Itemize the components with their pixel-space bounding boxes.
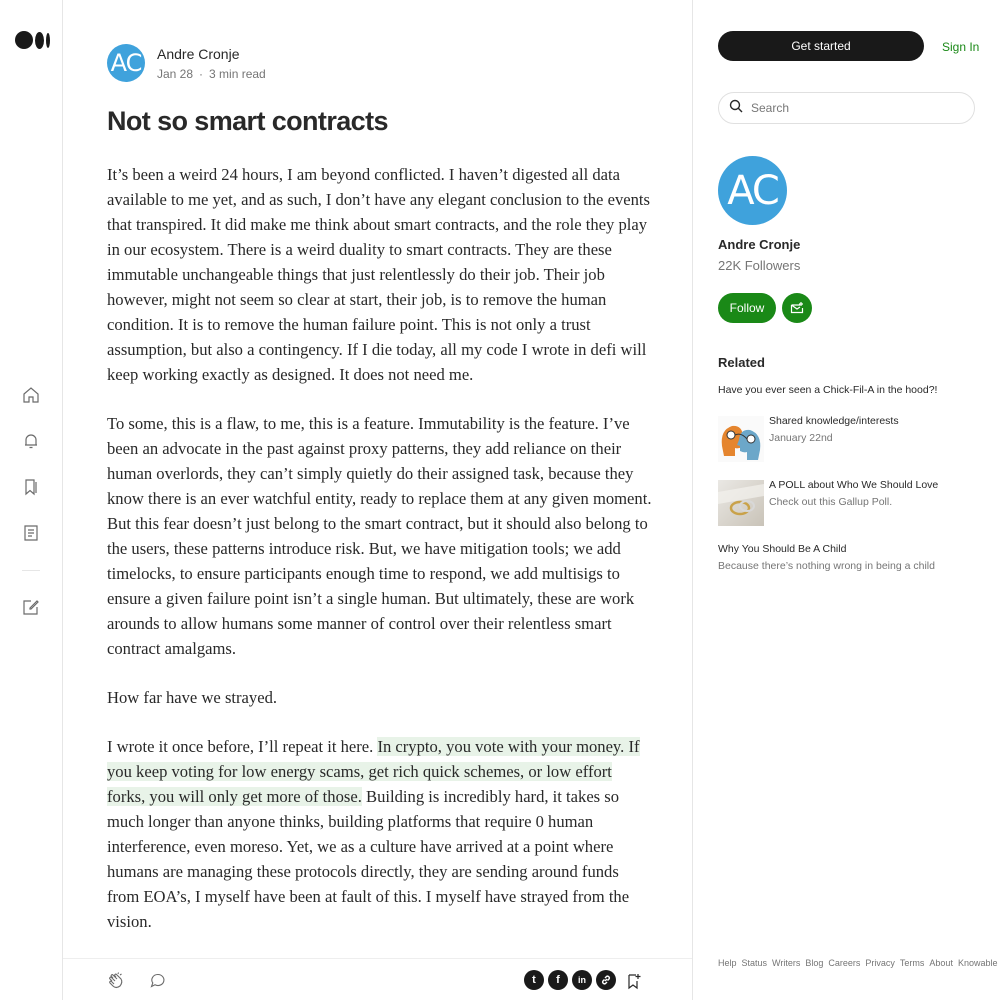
rail-divider bbox=[22, 570, 40, 571]
related-thumbnail-rings[interactable] bbox=[718, 480, 764, 526]
author-name[interactable]: Andre Cronje bbox=[157, 45, 240, 62]
linkedin-icon[interactable]: in bbox=[572, 970, 592, 990]
related-item[interactable] bbox=[718, 384, 937, 396]
footer-links bbox=[718, 957, 998, 970]
article-meta bbox=[157, 67, 266, 81]
write-icon[interactable] bbox=[22, 598, 40, 616]
related-item[interactable] bbox=[718, 543, 935, 572]
follower-count[interactable]: 22K Followers bbox=[718, 258, 801, 273]
link-icon[interactable] bbox=[596, 970, 616, 990]
footer-link-privacy[interactable]: Privacy bbox=[865, 958, 895, 968]
subscribe-button[interactable] bbox=[782, 293, 812, 323]
paragraph-4-rest: Building is incredibly hard, it takes so much longer than anyone thinks, building platforms that require 0 human interference, even moreso. Yet, we as a culture have arrived at a point where humans are managing these protocols directly, they are sending around funds from EOA’s, I myself have been at fault of this. I myself have strayed from the vision. bbox=[107, 787, 630, 931]
footer-link-knowable[interactable]: Knowable bbox=[957, 958, 998, 968]
related-title[interactable]: Why You Should Be A Child bbox=[718, 543, 847, 555]
paragraph-4-intro: I wrote it once before, I’ll repeat it here. bbox=[107, 737, 378, 756]
article-body bbox=[107, 162, 652, 958]
related-title[interactable]: Shared knowledge/interests bbox=[769, 415, 899, 427]
related-thumbnail-heads[interactable] bbox=[718, 416, 764, 462]
paragraph-2: To some, this is a flaw, to me, this is a feature. Immutability is the feature. I’ve been an advocate in the past against proxy patterns, they add reliance on their human overlords, they can’t simply quietly do their assigned task, because they know there is an ever watchful entity, ready to replace them at any given moment. But this fear doesn’t just belong to the smart contract, but it should also belong to the users, these patterns introduce risk. But, we have mitigation tools; we add timelocks, to ensure participants enough time to respond, we add multisigs to ensure a given failure point isn’t a single human. But ultimately, these are work arounds to allow humans some manner of control over their relentless smart contract amalgams. bbox=[107, 414, 652, 658]
footer-link-careers[interactable]: Careers bbox=[828, 958, 861, 968]
related-subtitle: January 22nd bbox=[769, 432, 833, 444]
footer-link-help[interactable]: Help bbox=[718, 958, 737, 968]
related-title[interactable]: Have you ever seen a Chick-Fil-A in the hood?! bbox=[718, 384, 938, 396]
meta-separator: · bbox=[199, 66, 204, 81]
highlighted-quote[interactable]: In crypto, you vote with your money. If you keep voting for low energy scams, get rich quick schemes, or low effort forks, you will only get more of those. bbox=[107, 737, 640, 806]
subscribe-mail-icon bbox=[790, 301, 804, 315]
related-subtitle: Because there’s nothing wrong in being a child bbox=[718, 560, 935, 572]
footer-link-status[interactable]: Status bbox=[741, 958, 768, 968]
follow-button[interactable]: Follow bbox=[718, 293, 776, 323]
paragraph-3: How far have we strayed. bbox=[107, 688, 278, 707]
footer-link-terms[interactable]: Terms bbox=[899, 958, 925, 968]
related-item[interactable] bbox=[769, 415, 899, 444]
clap-icon[interactable] bbox=[106, 971, 126, 991]
search-icon bbox=[729, 99, 743, 118]
home-icon[interactable] bbox=[22, 386, 40, 404]
author-avatar[interactable]: AC bbox=[107, 44, 145, 82]
bookmark-icon[interactable] bbox=[22, 478, 40, 496]
paragraph-1: It’s been a weird 24 hours, I am beyond conflicted. I haven’t digested all data available to me yet, and as such, I don’t have any elegant conclusion to the events that transpired. It did make me think about smart contracts, and the role they play in our ecosystem. There is a weird duality to smart contracts. They are these immutable unchangeable things that just relentlessly do their job. Their job however, might not seem so clear at start, their job, is to remove the human condition. It is to remove the human failure point. This is not only a trust assumption, but also a contingency. If I die today, all my code I wrote in defi will keep working exactly as designed. It does not need me. bbox=[107, 165, 650, 384]
footer-link-writers[interactable]: Writers bbox=[772, 958, 801, 968]
footer-link-about[interactable]: About bbox=[929, 958, 953, 968]
article-title: Not so smart contracts bbox=[107, 106, 388, 136]
paragraph-4 bbox=[107, 734, 652, 934]
get-started-button[interactable]: Get started bbox=[718, 31, 924, 61]
facebook-icon[interactable]: f bbox=[548, 970, 568, 990]
related-title[interactable]: A POLL about Who We Should Love bbox=[769, 479, 939, 491]
read-time: 3 min read bbox=[209, 66, 266, 81]
search-input[interactable] bbox=[751, 101, 951, 115]
left-rail bbox=[0, 0, 63, 1000]
article-column bbox=[63, 0, 693, 1000]
sign-in-link[interactable]: Sign In bbox=[942, 40, 980, 54]
bell-icon[interactable] bbox=[22, 432, 40, 450]
publish-date: Jan 28 bbox=[157, 66, 194, 81]
comment-icon[interactable] bbox=[148, 971, 168, 991]
related-item[interactable] bbox=[769, 479, 938, 508]
related-subtitle: Check out this Gallup Poll. bbox=[769, 496, 893, 508]
save-icon[interactable] bbox=[624, 971, 644, 991]
search-box[interactable] bbox=[718, 92, 975, 124]
footer-link-blog[interactable]: Blog bbox=[805, 958, 824, 968]
stories-icon[interactable] bbox=[22, 524, 40, 542]
author-header bbox=[107, 44, 266, 82]
sidebar-author-name[interactable]: Andre Cronje bbox=[718, 237, 801, 252]
twitter-icon[interactable]: t bbox=[524, 970, 544, 990]
right-sidebar bbox=[693, 0, 1000, 1000]
article-action-bar bbox=[63, 958, 693, 1000]
medium-logo[interactable] bbox=[15, 31, 50, 49]
author-avatar-large[interactable]: AC bbox=[718, 156, 787, 225]
related-heading: Related bbox=[718, 355, 765, 370]
